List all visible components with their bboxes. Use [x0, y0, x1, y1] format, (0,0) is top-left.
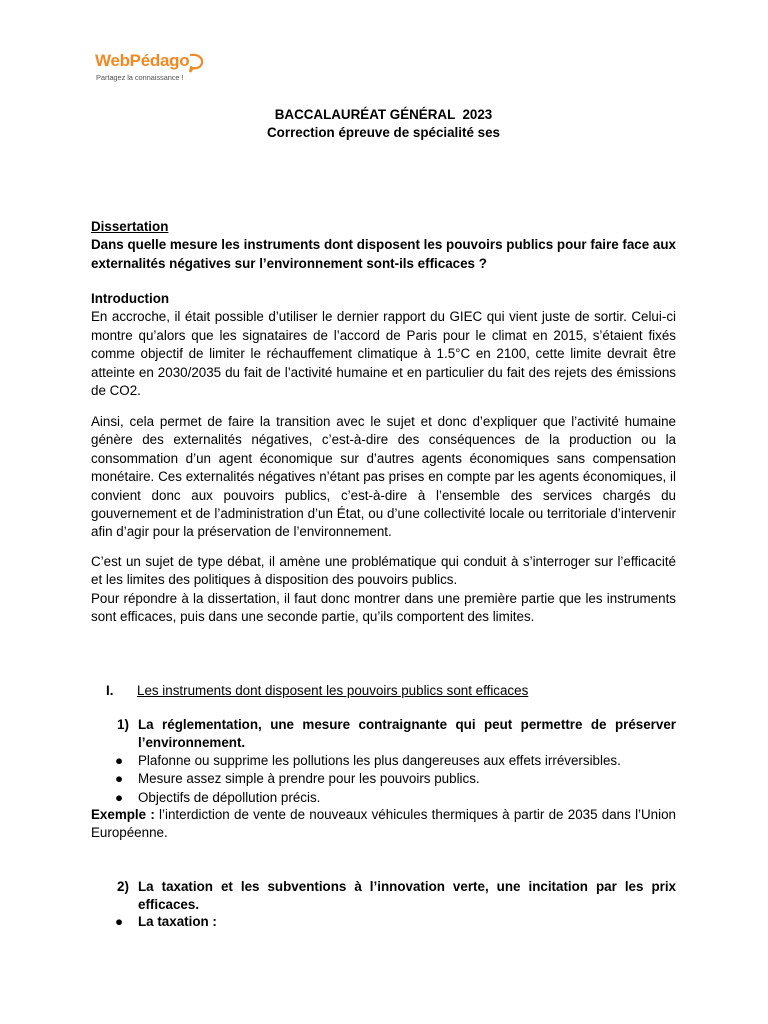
logo-tagline: Partagez la connaissance ! [96, 73, 184, 82]
bullet-icon: ● [115, 771, 124, 787]
introduction-paragraph-1: En accroche, il était possible d’utiliser le dernier rapport du GIEC qui vient juste de sortir. Celui-ci montre qu’alors que les signataires de l’accord de Paris pour le climat en 2015, s’étaient fixés comme objectif de limiter le réchauffement climatique à 1.5°C en 2100, cette limite devrait être atteinte en 2030/2035 du fait de l’activité humaine et en particulier du fait des rejets des émissions de CO2. [91, 309, 676, 399]
subsection-1-heading [117, 716, 676, 753]
introduction-label: Introduction [91, 291, 170, 306]
example-label: Exemple : [91, 807, 155, 822]
subsection-2-number: 2) [117, 879, 129, 894]
bullet-icon: ● [115, 789, 124, 805]
subsection-2-bullets [115, 913, 675, 931]
example-text: l’interdiction de vente de nouveaux véhicules thermiques à partir de 2035 dans l’Union Européenne. [91, 807, 676, 841]
introduction-paragraph-3: C’est un sujet de type débat, il amène une problématique qui conduit à s’interroger sur l’efficacité et les limites des politiques à disposition des pouvoirs publics. [91, 554, 676, 588]
bullet-icon: ● [115, 753, 124, 768]
bullet-icon: ● [115, 914, 124, 929]
document-header [91, 106, 676, 143]
list-item-text: Mesure assez simple à prendre pour les pouvoirs publics. [138, 771, 480, 787]
example-paragraph [91, 806, 676, 843]
part-1-heading [106, 682, 676, 700]
speech-bubble-icon [188, 53, 204, 73]
subsection-2-title: La taxation et les subventions à l’innovation verte, une incitation par les prix efficaces. [138, 879, 676, 913]
part-1-number: I. [106, 683, 114, 698]
dissertation-question: Dans quelle mesure les instruments dont disposent les pouvoirs publics pour faire face aux externalités négatives sur l’environnement sont-ils efficaces ? [91, 237, 676, 271]
dissertation-block [91, 218, 676, 273]
introduction-paragraph-4: Pour répondre à la dissertation, il faut donc montrer dans une première partie que les instruments sont efficaces, puis dans une seconde partie, qu’ils comportent des limites. [91, 590, 676, 625]
list-item [115, 752, 675, 770]
subsection-1-bullets [115, 752, 675, 807]
dissertation-label: Dissertation [91, 219, 169, 234]
list-item-text: Objectifs de dépollution précis. [138, 789, 321, 805]
list-item [115, 913, 675, 931]
introduction-paragraph-3-block [91, 553, 676, 627]
webpedago-logo [95, 50, 205, 90]
list-item [115, 770, 675, 788]
subsection-1-title: La réglementation, une mesure contraignante qui peut permettre de préserver l’environnement. [138, 717, 676, 751]
list-item-text: Plafonne ou supprime les pollutions les plus dangereuses aux effets irréversibles. [138, 753, 621, 768]
list-item [115, 789, 675, 807]
part-1-title: Les instruments dont disposent les pouvoirs publics sont efficaces [137, 683, 529, 698]
introduction-block [91, 290, 676, 400]
introduction-paragraph-2: Ainsi, cela permet de faire la transition avec le sujet et donc d’expliquer que l’activité humaine génère des externalités négatives, c’est-à-dire des conséquences de la production ou la consommation d’un agent économique sur d’autres agents économiques sans compensation monétaire. Ces externalités négatives n’étant pas prises en compte par les agents économiques, il convient donc aux pouvoirs publics, c’est-à-dire à l’ensemble des services chargés du gouvernement et de l’administration d’un État, ou d’une collectivité locale ou territoriale d’intervenir afin d’agir pour la préservation de l’environnement. [91, 414, 676, 540]
subsection-2-heading [117, 878, 676, 915]
list-item-text: La taxation : [138, 914, 217, 929]
subsection-1-number: 1) [117, 717, 129, 732]
logo-name: WebPédago [95, 51, 190, 70]
header-subtitle: Correction épreuve de spécialité ses [267, 125, 500, 141]
header-title: BACCALAURÉAT GÉNÉRAL 2023 [274, 107, 493, 122]
